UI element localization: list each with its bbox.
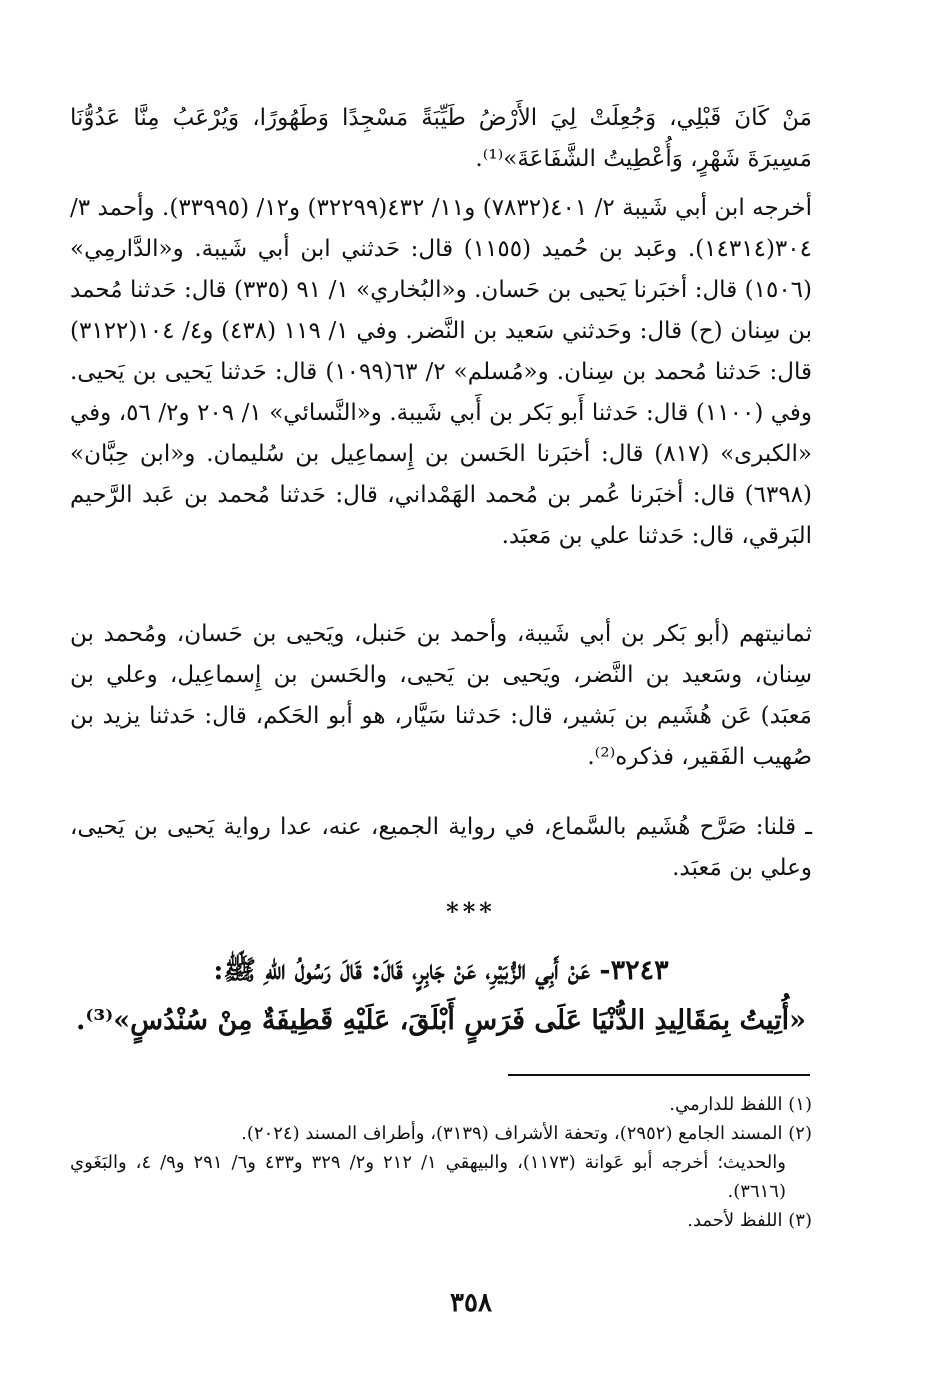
hadith-isnad: ٣٢٤٣- عَنْ أَبِي الزُّبَيْرِ، عَنْ جَابِرٍ، قَالَ: قَالَ رَسُولُ اللهِ ﷺ: <box>213 955 669 986</box>
footnote-divider <box>508 1074 810 1076</box>
narrators-text: ثمانيتهم (أبو بَكر بن أبي شَيبة، وأحمد بن حَنبل، ويَحيى بن حَسان، ومُحمد بن سِنان، وسَعيد بن النَّضر، ويَحيى بن يَحيى، والحَسن بن إِسماعِيل، وعلي بن مَعبَد) عَن هُشَيم بن بَشير، قال: حَدثنا سَيَّار، هو أبو الحَكم، قال: حَدثنا يزيد بن صُهيب الفَقير، فذكره⁽²⁾. <box>70 621 812 770</box>
editor-note-paragraph <box>70 807 812 889</box>
hadith-continuation <box>70 98 812 180</box>
footnote-1: (١) اللفظ للدارمي. <box>669 1094 812 1115</box>
hadith-matn: «أُتِيتُ بِمَقَالِيدِ الدُّنْيَا عَلَى فَرَسٍ أَبْلَقَ، عَلَيْهِ قَطِيفَةٌ مِنْ سُنْدُسٍ»⁽³⁾. <box>75 1005 807 1036</box>
editor-note-text: ـ قلنا: صَرَّح هُشَيم بالسَّماع، في رواية الجميع، عنه، عدا رواية يَحيى بن يَحيى، وعلي بن مَعبَد. <box>70 814 812 881</box>
footnotes <box>70 1090 812 1235</box>
hadith-continuation-text: مَنْ كَانَ قَبْلِي، وَجُعِلَتْ لِيَ الأَرْضُ طَيِّبَةً مَسْجِدًا وَطَهُورًا، وَيُرْعَبُ مِنَّا عَدُوُّنَا مَسِيرَةَ شَهْرٍ، وَأُعْطِيتُ الشَّفَاعَةَ»⁽¹⁾. <box>70 105 812 172</box>
takhrij-paragraph <box>70 188 812 557</box>
footnote-3: (٣) اللفظ لأحمد. <box>687 1210 812 1231</box>
hadith-block <box>70 946 812 1046</box>
footnote-2: (٢) المسند الجامع (٢٩٥٢)، وتحفة الأشراف (٣١٣٩)، وأطراف المسند (٢٠٢٤). <box>241 1123 812 1144</box>
footnote-2-continuation: والحديث؛ أخرجه أبو عَوانة (١١٧٣)، والبيهقي ١/ ٢١٢ و٢/ ٣٢٩ و٤٣٣ و٦/ ٢٩١ و٩/ ٤، والبَغَوي (٣٦١٦). <box>70 1152 786 1202</box>
narrators-paragraph <box>70 614 812 778</box>
section-separator: *** <box>446 897 496 926</box>
takhrij-text: أخرجه ابن أبي شَيبة ٢/ ٤٠١(٧٨٣٢) و١١/ ٤٣٢(٣٢٢٩٩) و١٢/ (٣٣٩٩٥). وأحمد ٣/ ٣٠٤(١٤٣١٤). وعَبد بن حُميد (١١٥٥) قال: حَدثني ابن أبي شَيبة. و«الدَّارمِي» (١٥٠٦) قال: أخبَرنا يَحيى بن حَسان. و«البُخاري» ١/ ٩١ (٣٣٥) قال: حَدثنا مُحمد بن سِنان (ح) قال: وحَدثني سَعيد بن النَّضر. وفي ١/ ١١٩ (٤٣٨) و٤/ ١٠٤(٣١٢٢) قال: حَدثنا مُحمد بن سِنان. و«مُسلم» ٢/ ٦٣(١٠٩٩) قال: حَدثنا يَحيى بن يَحيى. وفي (١١٠٠) قال: حَدثنا أَبو بَكر بن أَبي شَيبة. و«النَّسائي» ١/ ٢٠٩ و٢/ ٥٦، وفي «الكبرى» (٨١٧) قال: أخبَرنا الحَسن بن إِسماعِيل بن سُليمان. و«ابن حِبَّان» (٦٣٩٨) قال: أخبَرنا عُمر بن مُحمد الهَمْداني، قال: حَدثنا مُحمد بن عَبد الرَّحيم البَرقي، قال: حَدثنا علي بن مَعبَد. <box>70 195 813 549</box>
page-number: ٣٥٨ <box>450 1288 492 1318</box>
